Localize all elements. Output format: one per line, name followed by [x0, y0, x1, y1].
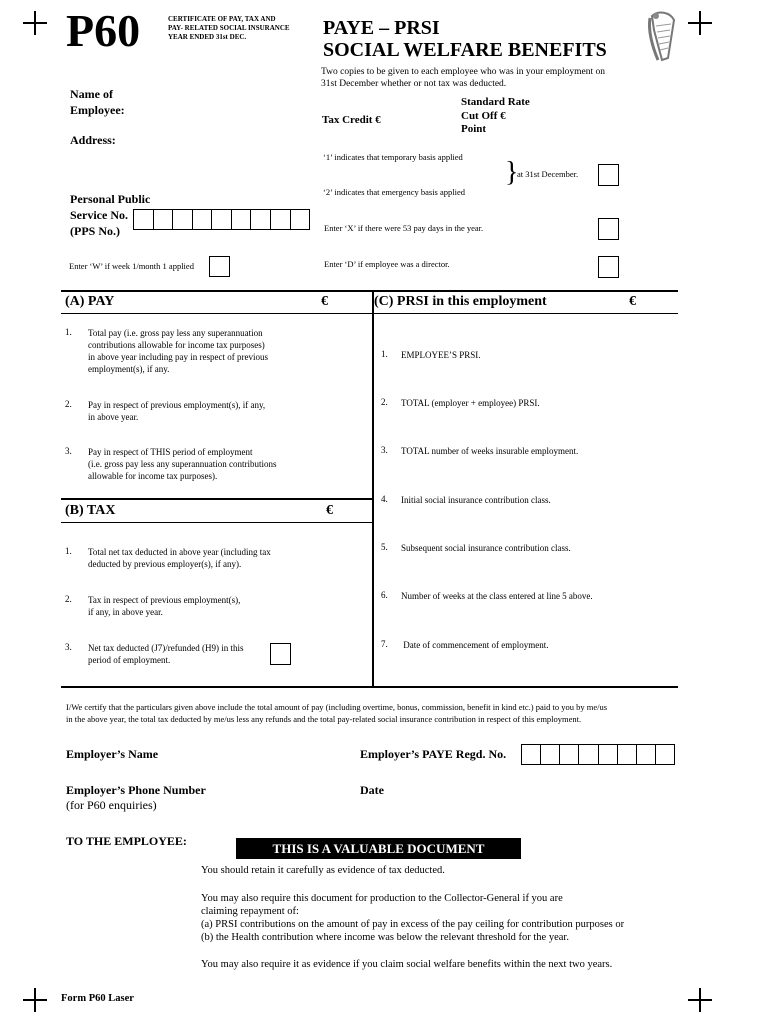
form-title: [323, 17, 607, 61]
tax-item-2: Tax in respect of previous employment(s), if any, in above year.: [88, 595, 241, 617]
brace: }: [505, 157, 519, 188]
certificate-line: YEAR ENDED 31st DEC.: [168, 33, 247, 41]
prsi-item-number: 7.: [381, 639, 388, 649]
pay-item-2: Pay in respect of previous employment(s), if any, in above year.: [88, 400, 266, 422]
registration-mark-top-right: [688, 11, 712, 35]
registration-mark-top-left: [23, 11, 47, 35]
employer-phone-sub: (for P60 enquiries): [66, 798, 157, 812]
certificate-line: PAY- RELATED SOCIAL INSURANCE: [168, 24, 290, 32]
prsi-heading: (C) PRSI in this employment: [374, 294, 547, 309]
pay-currency: €: [321, 294, 328, 309]
tax-header-rule: [61, 522, 372, 523]
employee-name-label: Name of Employee:: [70, 87, 125, 117]
tax-currency: €: [326, 503, 333, 518]
address-label: Address:: [70, 133, 116, 147]
registration-mark-bottom-left: [23, 988, 47, 1012]
title-line-1: PAYE – PRSI: [323, 17, 440, 39]
title-line-2: SOCIAL WELFARE BENEFITS: [323, 39, 607, 61]
pay-item-number: 1.: [65, 327, 72, 337]
notice-paragraph-3: You may also require it as evidence if you claim social welfare benefits within the next two years.: [201, 959, 613, 970]
certification-text: I/We certify that the particulars given above include the total amount of pay (including overtime, bonus, commission, benefit in kind etc.) paid to you by me/us in the above year, the total tax deducted by me/us less any refunds and the total pay-related social insurance contribution in respect of this employment.: [66, 702, 608, 724]
prsi-item-4: Initial social insurance contribution class.: [401, 495, 551, 505]
tax-item-3: Net tax deducted (J7)/refunded (H9) in this period of employment.: [88, 643, 244, 665]
basis-checkbox[interactable]: [598, 164, 619, 186]
tax-refund-checkbox[interactable]: [270, 643, 291, 665]
employer-regd-label: Employer’s PAYE Regd. No.: [360, 747, 507, 761]
prsi-item-3: TOTAL number of weeks insurable employment.: [401, 446, 579, 456]
section-top-rule: [61, 290, 678, 292]
tax-item-1: Total net tax deducted in above year (including tax deducted by previous employer(s), if any).: [88, 547, 271, 569]
section-divider: [372, 291, 374, 687]
tax-item-number: 3.: [65, 642, 72, 652]
prsi-item-number: 2.: [381, 397, 388, 407]
certificate-line: CERTIFICATE OF PAY, TAX AND: [168, 15, 276, 23]
form-code: P60: [66, 5, 141, 56]
tax-item-number: 1.: [65, 546, 72, 556]
employer-name-label: Employer’s Name: [66, 747, 159, 761]
prsi-item-5: Subsequent social insurance contribution class.: [401, 543, 571, 553]
at-december-note: at 31st December.: [517, 169, 579, 179]
week1-label: Enter ‘W’ if week 1/month 1 applied: [69, 261, 194, 271]
prsi-item-number: 3.: [381, 445, 388, 455]
prsi-item-6: Number of weeks at the class entered at line 5 above.: [401, 591, 593, 601]
53-weeks-checkbox[interactable]: [598, 218, 619, 240]
prsi-item-2: TOTAL (employer + employee) PRSI.: [401, 398, 540, 408]
tax-top-rule: [61, 498, 372, 500]
pay-heading: (A) PAY: [65, 294, 115, 309]
harp-icon: [644, 10, 678, 64]
registration-mark-bottom-right: [688, 988, 712, 1012]
certificate-title: [168, 15, 318, 42]
pay-item-number: 2.: [65, 399, 72, 409]
section-bottom-rule: [61, 686, 678, 688]
prsi-item-number: 5.: [381, 542, 388, 552]
standard-rate-cutoff-label: Standard Rate Cut Off € Point: [461, 96, 530, 135]
pay-item-1: Total pay (i.e. gross pay less any superannuation contributions allowable for income tax purposes) in above year including pay in respect of previous employment(s), if any.: [88, 328, 268, 374]
pay-item-3: Pay in respect of THIS period of employment (i.e. gross pay less any superannuation contributions allowable for income tax purposes).: [88, 447, 277, 481]
employer-regd-number-input[interactable]: [521, 744, 675, 765]
date-label: Date: [360, 783, 384, 797]
prsi-item-number: 6.: [381, 590, 388, 600]
prsi-currency: €: [629, 294, 636, 309]
notice-paragraph-2: You may also require this document for production to the Collector-General if you are claiming repayment of: (a) PRSI contributions on the amount of pay in excess of the pay ceiling for contribution purposes or (b) the Health contribution where income was below the relevant threshold for the year.: [201, 893, 625, 943]
notice-paragraph-1: You should retain it carefully as evidence of tax deducted.: [201, 865, 445, 876]
prsi-item-number: 1.: [381, 349, 388, 359]
form-name-footer: Form P60 Laser: [61, 993, 134, 1004]
valuable-document-banner: THIS IS A VALUABLE DOCUMENT: [236, 838, 521, 859]
pay-item-number: 3.: [65, 446, 72, 456]
prsi-item-1: EMPLOYEE’S PRSI.: [401, 350, 481, 360]
director-checkbox[interactable]: [598, 256, 619, 278]
prsi-item-number: 4.: [381, 494, 388, 504]
tax-heading: (B) TAX: [65, 503, 116, 518]
temporary-basis-note: ‘1’ indicates that temporary basis applied: [323, 152, 463, 162]
employer-phone-label: Employer’s Phone Number: [66, 783, 206, 797]
53-weeks-note: Enter ‘X’ if there were 53 pay days in the year.: [324, 223, 484, 233]
prsi-item-7: Date of commencement of employment.: [401, 640, 549, 650]
section-header-rule: [61, 313, 678, 314]
emergency-basis-note: ‘2’ indicates that emergency basis applied: [323, 187, 466, 197]
tax-item-number: 2.: [65, 594, 72, 604]
week1-checkbox[interactable]: [209, 256, 230, 277]
to-employee-label: TO THE EMPLOYEE:: [66, 834, 187, 848]
copies-note: Two copies to be given to each employee who was in your employment on 31st December whether or not tax was deducted.: [321, 67, 606, 89]
pps-number-input[interactable]: [133, 209, 310, 230]
pps-label: Personal Public Service No. (PPS No.): [70, 192, 151, 238]
director-note: Enter ‘D’ if employee was a director.: [324, 259, 450, 269]
tax-credit-label: Tax Credit €: [322, 114, 381, 126]
